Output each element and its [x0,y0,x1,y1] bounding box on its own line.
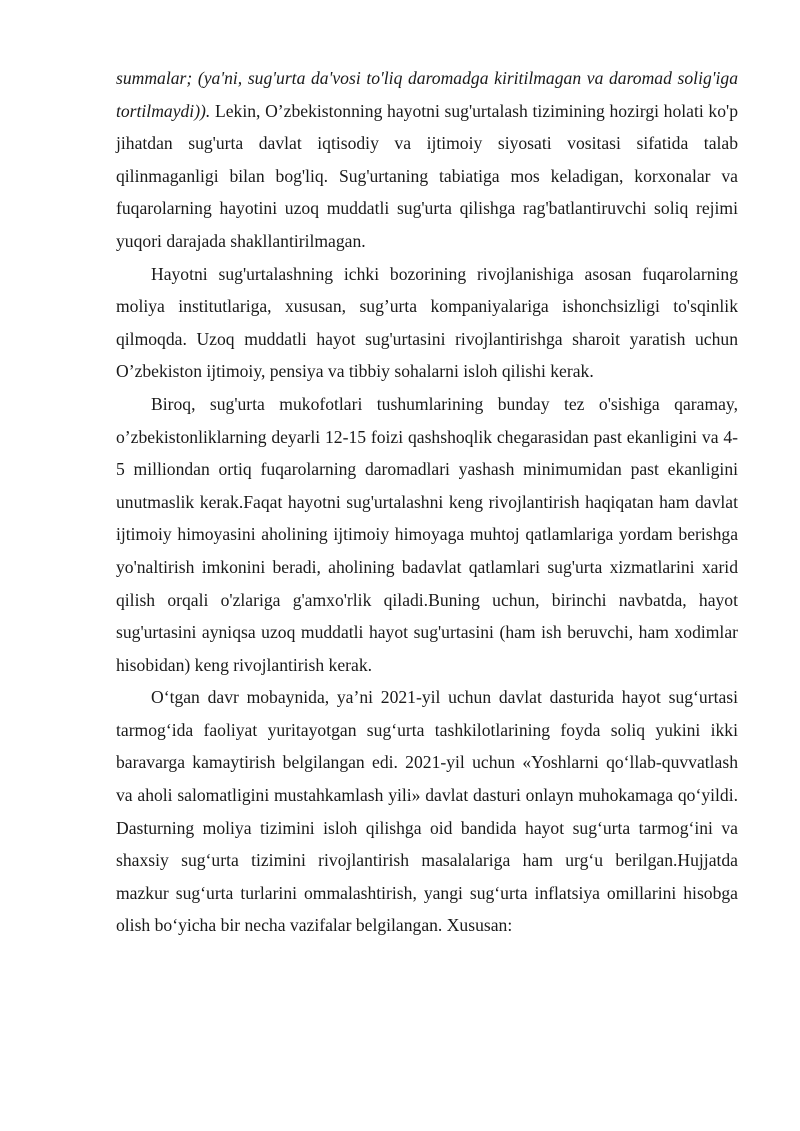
document-body [116,62,738,942]
paragraph-4: O‘tgan davr mobaynida, ya’ni 2021-yil uchun davlat dasturida hayot sug‘urtasi tarmog‘ida faoliyat yuritayotgan sug‘urta tashkilotlarining foyda soliq yukini ikki baravarga kamaytirish belgilangan edi. 2021-yil uchun «Yoshlarni qo‘llab-quvvatlash va aholi salomatligini mustahkamlash yili» davlat dasturi onlayn muhokamaga qo‘yildi. Dasturning moliya tizimini isloh qilishga oid bandida hayot sug‘urta tarmog‘ini va shaxsiy sug‘urta tizimini rivojlantirish masalalariga ham urg‘u berilgan.Hujjatda mazkur sug‘urta turlarini ommalashtirish, yangi sug‘urta inflatsiya omillarini hisobga olish bo‘yicha bir necha vazifalar belgilangan. Xususan: [116,687,738,936]
paragraph-3: Biroq, sug'urta mukofotlari tushumlarining bunday tez o'sishiga qaramay, o’zbekistonliklarning deyarli 12-15 foizi qashshoqlik chegarasidan past ekanligini va 4-5 milliondan ortiq fuqarolarning daromadlari yashash minimumidan past ekanligini unutmaslik kerak.Faqat hayotni sug'urtalashni keng rivojlantirish haqiqatan ham davlat ijtimoiy himoyasini aholining ijtimoiy himoyaga muhtoj qatlamlariga yordam berishga yo'naltirish imkonini beradi, aholining badavlat qatlamlari sug'urta xizmatlarini xarid qilish orqali o'zlariga g'amxo'rlik qiladi.Buning uchun, birinchi navbatda, hayot sug'urtasini ayniqsa uzoq muddatli hayot sug'urtasini (ham ish beruvchi, ham xodimlar hisobidan) keng rivojlantirish kerak. [116,393,738,675]
paragraph-1-italic-lead: summalar; (ya'ni, sug'urta da'vosi to'liq daromadga kiritilmagan va daromad solig'iga tortilmaydi)). [116,68,738,121]
paragraph-2: Hayotni sug'urtalashning ichki bozorining rivojlanishiga asosan fuqarolarning moliya institutlariga, xususan, sug’urta kompaniyalariga ishonchsizligi to'sqinlik qilmoqda. Uzoq muddatli hayot sug'urtasini rivojlantirishga sharoit yaratish uchun O’zbekiston ijtimoiy, pensiya va tibbiy sohalarni isloh qilishi kerak. [116,263,738,382]
paragraph-1 [116,62,738,258]
paragraph-1-text: Lekin, O’zbekistonning hayotni sug'urtalash tizimining hozirgi holati ko'p jihatdan sug'urta davlat iqtisodiy va ijtimoiy siyosati vositasi sifatida talab qilinmaganligi bilan bog'liq. Sug'urtaning tabiatiga mos keladigan, korxonalar va fuqarolarning hayotini uzoq muddatli sug'urta qilishga rag'batlantiruvchi soliq rejimi yuqori darajada shakllantirilmagan. [116,100,738,251]
